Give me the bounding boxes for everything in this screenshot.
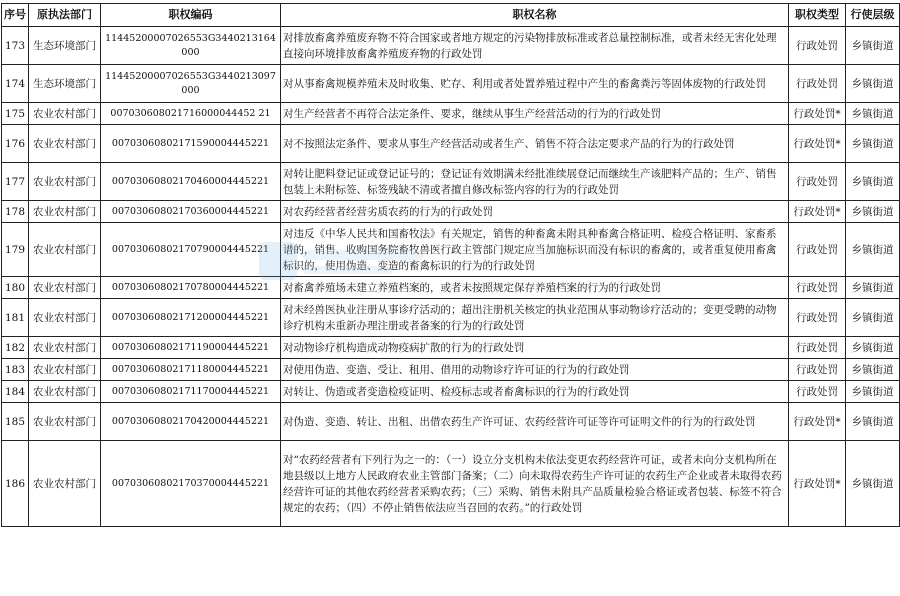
cell-dept: 农业农村部门 — [29, 201, 101, 223]
header-type: 职权类型 — [789, 4, 846, 27]
table-row — [2, 163, 900, 201]
cell-type: 行政处罚* — [789, 441, 846, 527]
cell-dept: 农业农村部门 — [29, 441, 101, 527]
table-row — [2, 299, 900, 337]
cell-dept: 农业农村部门 — [29, 299, 101, 337]
cell-code: 00703060802171170004445221 — [101, 381, 281, 403]
cell-type: 行政处罚 — [789, 359, 846, 381]
cell-type: 行政处罚 — [789, 163, 846, 201]
cell-type: 行政处罚 — [789, 27, 846, 65]
cell-type: 行政处罚 — [789, 299, 846, 337]
cell-dept: 生态环境部门 — [29, 27, 101, 65]
cell-name: 对排放畜禽养殖废弃物不符合国家或者地方规定的污染物排放标准或者总量控制标准，或者未经无害化处理直接向环境排放畜禽养殖废弃物的行政处罚 — [281, 27, 789, 65]
cell-name: 对畜禽养殖场未建立养殖档案的，或者未按照规定保存养殖档案的行为的行政处罚 — [281, 277, 789, 299]
cell-level: 乡镇街道 — [846, 337, 900, 359]
cell-name: 对转让肥料登记证或登记证号的；登记证有效期满未经批准续展登记而继续生产该肥料产品的；生产、销售包装上未附标签、标签残缺不清或者擅自修改标签内容的行为的行政处罚 — [281, 163, 789, 201]
cell-name: 对伪造、变造、转让、出租、出借农药生产许可证、农药经营许可证等许可证明文件的行为的行政处罚 — [281, 403, 789, 441]
cell-seq: 174 — [2, 65, 29, 103]
cell-name: 对动物诊疗机构造成动物疫病扩散的行为的行政处罚 — [281, 337, 789, 359]
table-row — [2, 223, 900, 277]
cell-name: 对生产经营者不再符合法定条件、要求，继续从事生产经营活动的行为的行政处罚 — [281, 103, 789, 125]
cell-name: 对农药经营者经营劣质农药的行为的行政处罚 — [281, 201, 789, 223]
cell-type: 行政处罚* — [789, 201, 846, 223]
header-seq: 序号 — [2, 4, 29, 27]
cell-level: 乡镇街道 — [846, 65, 900, 103]
cell-type: 行政处罚 — [789, 337, 846, 359]
cell-code: 00703060802171590004445221 — [101, 125, 281, 163]
cell-name: 对转让、伪造或者变造检疫证明、检疫标志或者畜禽标识的行为的行政处罚 — [281, 381, 789, 403]
cell-dept: 农业农村部门 — [29, 381, 101, 403]
cell-level: 乡镇街道 — [846, 201, 900, 223]
cell-name: 对从事畜禽规模养殖未及时收集、贮存、利用或者处置养殖过程中产生的畜禽粪污等固体废物的行政处罚 — [281, 65, 789, 103]
cell-type: 行政处罚* — [789, 103, 846, 125]
cell-code: 00703060802171200004445221 — [101, 299, 281, 337]
cell-code: 00703060802170460004445221 — [101, 163, 281, 201]
cell-level: 乡镇街道 — [846, 299, 900, 337]
cell-name: 对未经兽医执业注册从事诊疗活动的；超出注册机关核定的执业范围从事动物诊疗活动的；变更受聘的动物诊疗机构未重新办理注册或者备案的行为的行政处罚 — [281, 299, 789, 337]
cell-seq: 185 — [2, 403, 29, 441]
cell-name: 对不按照法定条件、要求从事生产经营活动或者生产、销售不符合法定要求产品的行为的行政处罚 — [281, 125, 789, 163]
cell-seq: 176 — [2, 125, 29, 163]
table-row — [2, 27, 900, 65]
cell-seq: 181 — [2, 299, 29, 337]
cell-seq: 175 — [2, 103, 29, 125]
powers-table — [1, 3, 900, 527]
cell-dept: 农业农村部门 — [29, 403, 101, 441]
cell-code: 00703060802170370004445221 — [101, 441, 281, 527]
cell-seq: 180 — [2, 277, 29, 299]
cell-code: 00703060802170420004445221 — [101, 403, 281, 441]
cell-level: 乡镇街道 — [846, 27, 900, 65]
cell-name: 对使用伪造、变造、受让、租用、借用的动物诊疗许可证的行为的行政处罚 — [281, 359, 789, 381]
cell-level: 乡镇街道 — [846, 125, 900, 163]
table-row — [2, 277, 900, 299]
cell-level: 乡镇街道 — [846, 381, 900, 403]
cell-type: 行政处罚 — [789, 223, 846, 277]
cell-seq: 183 — [2, 359, 29, 381]
header-name: 职权名称 — [281, 4, 789, 27]
cell-seq: 186 — [2, 441, 29, 527]
table-row — [2, 337, 900, 359]
cell-dept: 农业农村部门 — [29, 125, 101, 163]
cell-seq: 173 — [2, 27, 29, 65]
cell-seq: 177 — [2, 163, 29, 201]
cell-dept: 农业农村部门 — [29, 337, 101, 359]
cell-name: 对违反《中华人民共和国畜牧法》有关规定，销售的种畜禽未附具种畜禽合格证明、检疫合格证明、家畜系谱的，销售、收购国务院畜牧兽医行政主管部门规定应当加施标识而没有标识的畜禽的，或者重复使用畜禽标识的，使用伪造、变造的畜禽标识的行为的行政处罚 — [281, 223, 789, 277]
cell-code: 11445200007026553G3440213097000 — [101, 65, 281, 103]
cell-code: 00703060802170780004445221 — [101, 277, 281, 299]
cell-level: 乡镇街道 — [846, 359, 900, 381]
table-row — [2, 103, 900, 125]
cell-dept: 生态环境部门 — [29, 65, 101, 103]
cell-code: 00703060802171180004445221 — [101, 359, 281, 381]
cell-level: 乡镇街道 — [846, 403, 900, 441]
cell-level: 乡镇街道 — [846, 223, 900, 277]
table-row — [2, 403, 900, 441]
cell-seq: 178 — [2, 201, 29, 223]
table-row — [2, 125, 900, 163]
cell-code: 007030608021716000044452 21 — [101, 103, 281, 125]
cell-code: 00703060802171190004445221 — [101, 337, 281, 359]
cell-level: 乡镇街道 — [846, 103, 900, 125]
table-row — [2, 65, 900, 103]
cell-dept: 农业农村部门 — [29, 163, 101, 201]
cell-name: 对“农药经营者有下列行为之一的：（一）设立分支机构未依法变更农药经营许可证，或者未向分支机构所在地县级以上地方人民政府农业主管部门备案；（二）向未取得农药生产许可证的农药生产企业或者未取得农药经营许可证的其他农药经营者采购农药；（三）采购、销售未附具产品质量检验合格证或者包装、标签不符合规定的农药；（四）不停止销售依法应当召回的农药。”的行政处罚 — [281, 441, 789, 527]
cell-type: 行政处罚* — [789, 403, 846, 441]
table-row — [2, 359, 900, 381]
cell-seq: 179 — [2, 223, 29, 277]
cell-code: 00703060802170360004445221 — [101, 201, 281, 223]
table-row — [2, 201, 900, 223]
cell-dept: 农业农村部门 — [29, 277, 101, 299]
cell-level: 乡镇街道 — [846, 163, 900, 201]
cell-type: 行政处罚 — [789, 381, 846, 403]
table-row — [2, 381, 900, 403]
header-code: 职权编码 — [101, 4, 281, 27]
cell-seq: 184 — [2, 381, 29, 403]
cell-dept: 农业农村部门 — [29, 103, 101, 125]
cell-type: 行政处罚* — [789, 125, 846, 163]
cell-level: 乡镇街道 — [846, 277, 900, 299]
cell-dept: 农业农村部门 — [29, 223, 101, 277]
header-row — [2, 4, 900, 27]
cell-code: 00703060802170790004445221 — [101, 223, 281, 277]
cell-type: 行政处罚 — [789, 65, 846, 103]
cell-level: 乡镇街道 — [846, 441, 900, 527]
header-level: 行使层级 — [846, 4, 900, 27]
header-dept: 原执法部门 — [29, 4, 101, 27]
table-row — [2, 441, 900, 527]
cell-type: 行政处罚 — [789, 277, 846, 299]
cell-seq: 182 — [2, 337, 29, 359]
cell-code: 11445200007026553G3440213164000 — [101, 27, 281, 65]
cell-dept: 农业农村部门 — [29, 359, 101, 381]
